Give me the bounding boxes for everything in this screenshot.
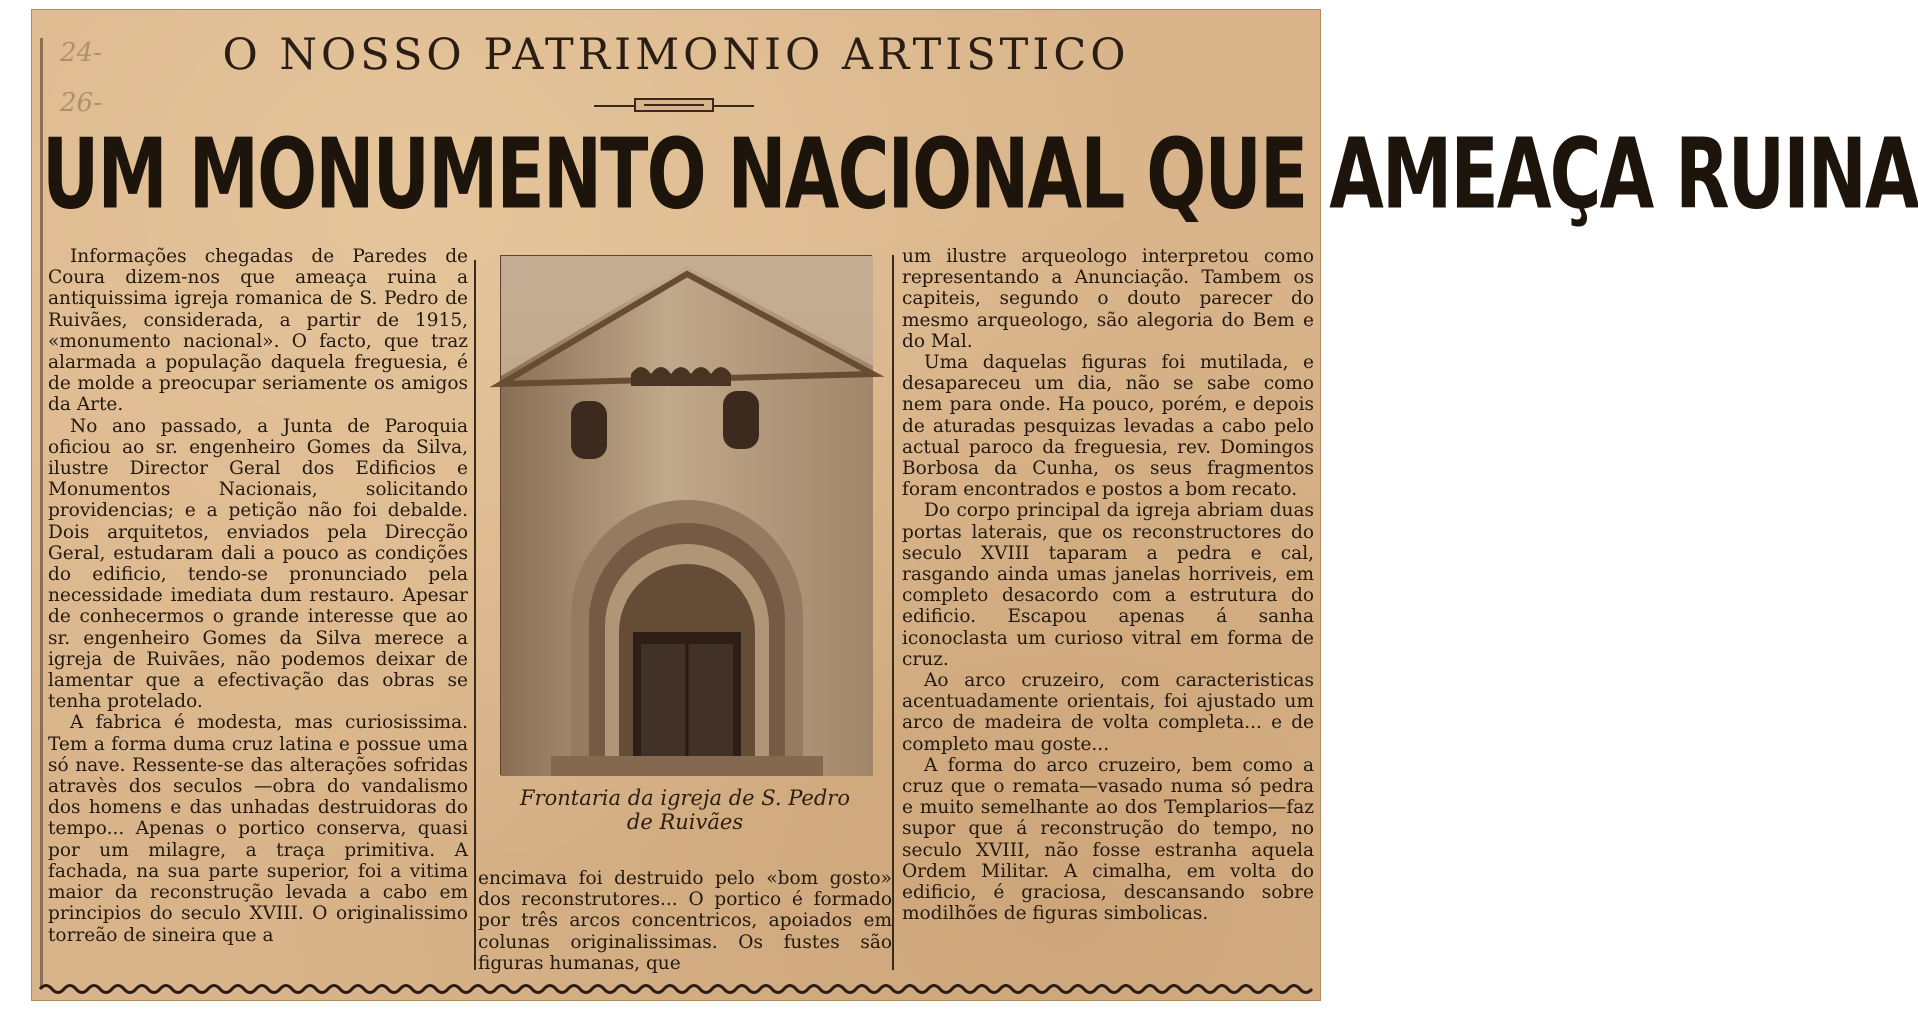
- paragraph: Do corpo principal da igreja abriam duas portas laterais, que os reconstructores do seculo XVIII taparam a pedra e cal, rasgando ainda umas janelas horriveis, em completo desacordo com a estrutura do edificio. Escapou apenas á sanha iconoclasta um curioso vitral em forma de cruz.: [902, 500, 1314, 670]
- article-column-3: [902, 246, 1314, 925]
- paragraph: A fabrica é modesta, mas curiosissima. Tem a forma duma cruz latina e possue uma só nave. Ressente-se das alterações sofridas atravès dos seculos —obra do vandalismo dos homens e das unhadas destruidoras do tempo... Apenas o portico conserva, quasi por um milagre, a traça primitiva. A fachada, na sua parte superior, foi a vitima maior da reconstrução levada a cabo em principios do seculo XVIII. O originalissimo torreão de sineira que a: [48, 712, 468, 946]
- paragraph: Ao arco cruzeiro, com caracteristicas acentuadamente orientais, foi ajustado um arco de madeira de volta completa... e de completo mau goste...: [902, 670, 1314, 755]
- headline: UM MONUMENTO NACIONAL QUE AMEAÇA RUINA: [42, 118, 1918, 232]
- article-column-2: [478, 868, 892, 974]
- article-column-1: [48, 246, 468, 946]
- bottom-wavy-border: [40, 982, 1315, 996]
- paragraph: No ano passado, a Junta de Paroquia oficiou ao sr. engenheiro Gomes da Silva, ilustre Director Geral dos Edificios e Monumentos Nacionais, solicitando providencias; e a petição não foi debalde. Dois arquitetos, enviados pela Direcção Geral, estudaram dali a pouco as condições do edificio, tendo-se pronunciado pela necessidade imediata dum restauro. Apesar de conhecermos o grande interesse que ao sr. engenheiro Gomes da Silva merece a igreja de Ruivães, não podemos deixar de lamentar que a efectivação das obras se tenha protelado.: [48, 415, 468, 713]
- photo-caption: [480, 786, 890, 834]
- section-kicker: O NOSSO PATRIMONIO ARTISTICO: [222, 30, 1130, 80]
- paragraph: Informações chegadas de Paredes de Coura dizem-nos que ameaça ruina a antiquissima igreja romanica de S. Pedro de Ruivães, considerada, a partir de 1915, «monumento nacional». O facto, que traz alarmada a população daquela freguesia, é de molde a preocupar seriamente os amigos da Arte.: [48, 246, 468, 416]
- church-photo: [500, 255, 872, 775]
- church-facade-image: [501, 256, 873, 776]
- handwritten-note-2: 26-: [60, 88, 102, 118]
- paragraph: um ilustre arqueologo interpretou como representando a Anunciação. Tambem os capiteis, segundo o douto parecer do mesmo arqueologo, são alegoria do Bem e do Mal.: [902, 246, 1314, 352]
- paragraph: A forma do arco cruzeiro, bem como a cruz que o remata—vasado numa só pedra e muito semelhante ao dos Templarios—faz supor que á reconstrução do tempo, no seculo XVIII, não fosse estranha aquela Ordem Militar. A cimalha, em volta do edificio, é graciosa, descansando sobre modilhões de figuras simbolicas.: [902, 754, 1314, 925]
- handwritten-note-1: 24-: [60, 38, 102, 68]
- photo-caption-line-1: Frontaria da igreja de S. Pedro: [520, 786, 850, 810]
- paragraph: Uma daquelas figuras foi mutilada, e desapareceu um dia, não se sabe como nem para onde. Ha pouco, porém, e depois de aturadas pesquizas levadas a cabo pelo actual paroco da freguesia, rev. Domingos Borbosa da Cunha, os seus fragmentos foram encontrados e postos a bom recato.: [902, 352, 1314, 501]
- photo-caption-line-2: de Ruivães: [626, 810, 744, 834]
- paragraph: encimava foi destruido pelo «bom gosto» dos reconstrutores... O portico é formado por três arcos concentricos, apoiados em colunas originalissimas. Os fustes são figuras humanas, que: [478, 868, 892, 974]
- column-rule-right: [892, 255, 894, 970]
- column-rule-left: [474, 260, 476, 970]
